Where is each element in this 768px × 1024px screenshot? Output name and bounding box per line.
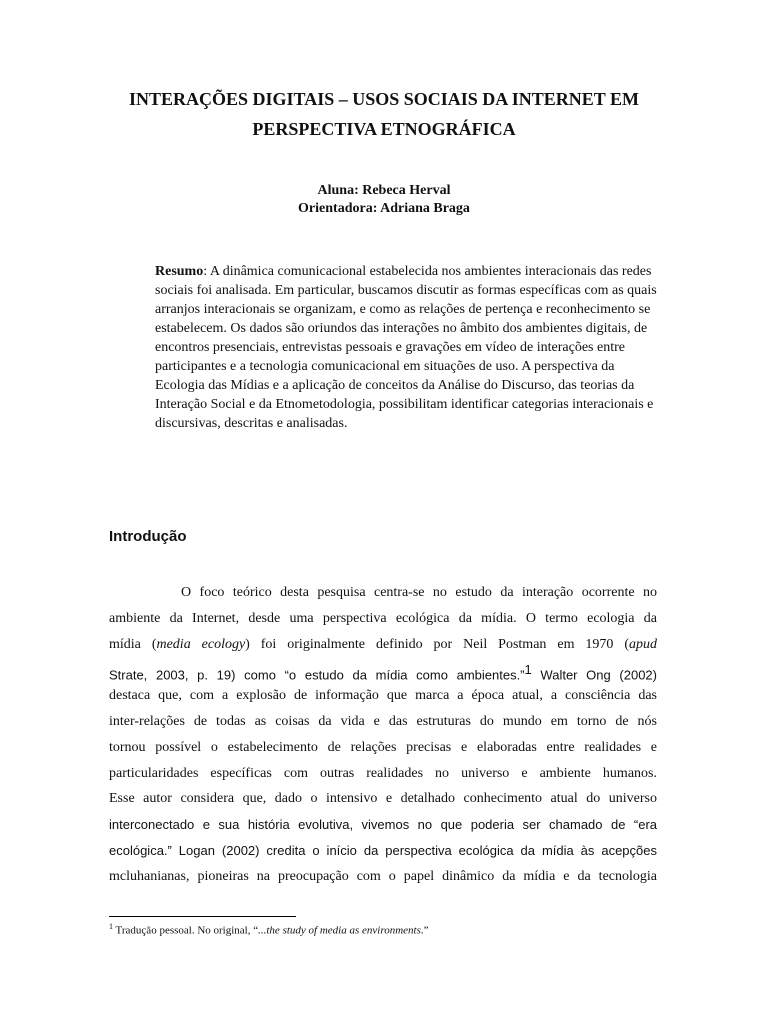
- body-line: [109, 632, 657, 658]
- text-run: ecológica.” Logan (2002) credita o início da perspectiva ecológica da mídia às acepções: [109, 842, 657, 858]
- text-run: Strate, 2003, p. 19) como “o estudo da mídia como ambientes.”: [109, 668, 525, 684]
- advisor-name: Orientadora: Adriana Braga: [298, 201, 470, 216]
- footnote-text: Tradução pessoal. No original, “: [113, 924, 259, 937]
- text-run: ) foi originalmente definido por Neil Postman em 1970 (: [245, 636, 629, 652]
- body-line: tornou possível o estabelecimento de relações precisas e elaboradas entre realidades e: [109, 739, 657, 755]
- paper-title: [100, 84, 668, 144]
- abstract-text: : A dinâmica comunicacional estabelecida nos ambientes interacionais das redes sociais foi analisada. Em particular, buscamos discutir as formas específicas com as quais arranjos interacionais se organizam, e como as relações de pertença e reconhecimento se estabelecem. Os dados são oriundos das interações no âmbito dos ambientes digitais, de encontros presenciais, entrevistas pessoais e gravações em vídeo de interações entre participantes e a tecnologia comunicacional em situações de uso. A perspectiva da Ecologia das Mídias e a aplicação de conceitos da Análise do Discurso, das teorias da Interação Social e da Etnometodologia, possibilitam identificar categorias interacionais e discursivas, descritas e analisadas.: [155, 264, 657, 431]
- body-line: destaca que, com a explosão de informação que marca a época atual, a consciência das: [109, 688, 657, 704]
- text-run: interconectado e sua história evolutiva, vivemos no que poderia ser chamado de “era: [109, 817, 657, 833]
- section-heading: Introdução: [109, 528, 187, 545]
- student-name: Aluna: Rebeca Herval: [317, 183, 451, 198]
- body-line: [109, 812, 657, 838]
- title-line-1: INTERAÇÕES DIGITAIS – USOS SOCIAIS DA INTERNET EM: [129, 89, 639, 109]
- text-run: mídia (: [109, 636, 157, 652]
- body-line: ambiente da Internet, desde uma perspectiva ecológica da mídia. O termo ecologia da: [109, 610, 657, 626]
- footnote: [109, 922, 429, 937]
- footnote-ref[interactable]: 1: [524, 662, 532, 678]
- footnote-end: .”: [420, 924, 429, 937]
- title-line-2: PERSPECTIVA ETNOGRÁFICA: [252, 119, 516, 139]
- footnote-quote: ...the study of media as environments: [258, 924, 421, 937]
- body-text: [109, 580, 657, 890]
- authors-block: [100, 182, 668, 218]
- body-line: mcluhanianas, pioneiras na preocupação com o papel dinâmico da mídia e da tecnologia: [109, 868, 657, 884]
- body-line: [109, 657, 657, 683]
- body-line: particularidades específicas com outras realidades no universo e ambiente humanos.: [109, 765, 657, 781]
- abstract-label: Resumo: [155, 264, 204, 279]
- italic-term: media ecology: [156, 636, 246, 652]
- body-line: O foco teórico desta pesquisa centra-se no estudo da interação ocorrente no: [181, 585, 657, 600]
- footnote-marker: 1: [109, 922, 113, 931]
- abstract: [155, 262, 660, 433]
- footnote-divider: [109, 916, 296, 917]
- body-line: Esse autor considera que, dado o intensivo e detalhado conhecimento atual do universo: [109, 791, 657, 807]
- text-run: Walter Ong (2002): [531, 668, 657, 684]
- body-line: inter-relações de todas as coisas da vida e das estruturas do mundo em torno de nós: [109, 713, 657, 729]
- italic-term: apud: [629, 636, 657, 652]
- body-line: [109, 838, 657, 864]
